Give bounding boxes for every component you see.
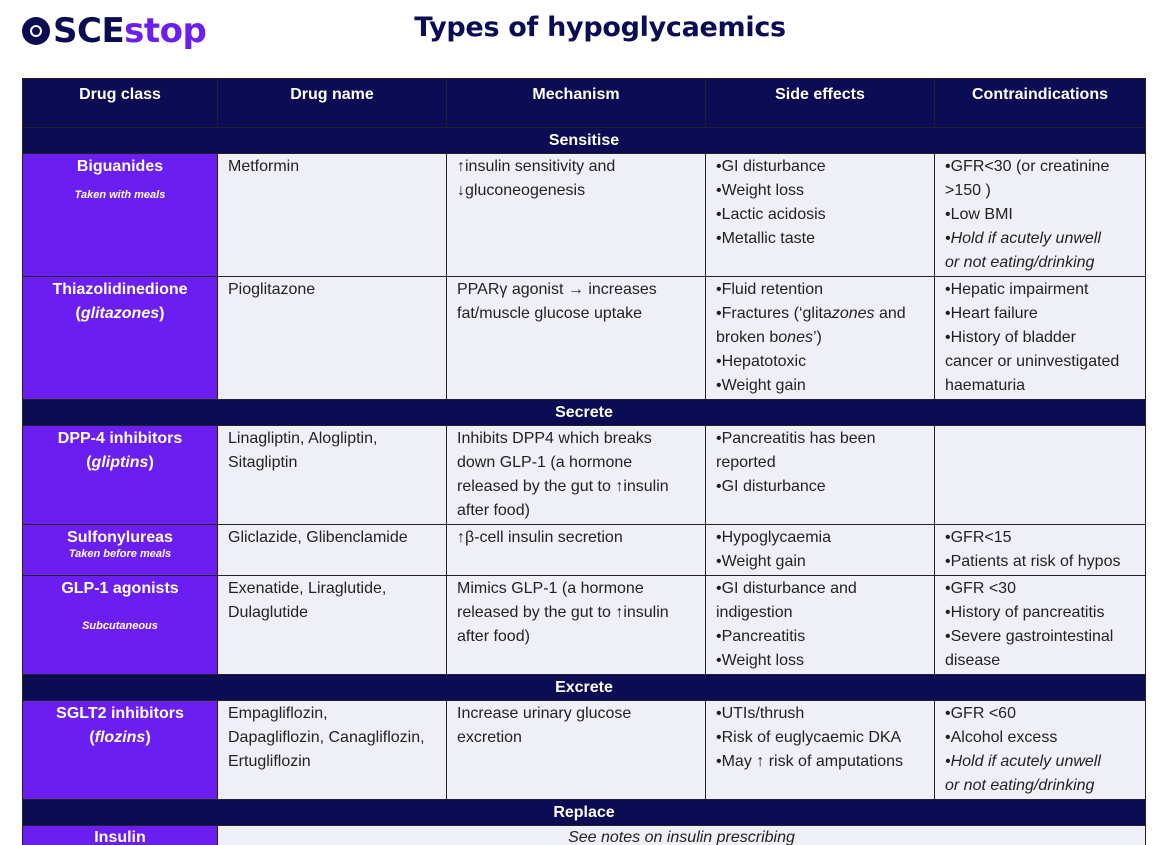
- header-contraindications: Contraindications: [935, 79, 1146, 128]
- side-effect-item: reported: [716, 454, 776, 471]
- side-effect-item: •Weight gain: [716, 553, 806, 570]
- mechanism-cell: [447, 576, 706, 675]
- mechanism-line: excretion: [457, 729, 522, 746]
- table-row-thiazolidinedione: [23, 277, 1146, 400]
- contraindication-item: •Hold if acutely unwell: [945, 230, 1101, 247]
- contraindication-item: •Patients at risk of hypos: [945, 553, 1121, 570]
- drug-class-label: SGLT2 inhibitors: [56, 705, 184, 722]
- section-sensitise: Sensitise: [23, 128, 1146, 154]
- contraindication-item: •GFR <60: [945, 705, 1016, 722]
- contraindication-item: •GFR <30: [945, 580, 1016, 597]
- drug-class-note: Subcutaneous: [82, 620, 158, 632]
- contraindications-cell: [935, 426, 1146, 525]
- mechanism-line: after food): [457, 502, 530, 519]
- mechanism-line: released by the gut to ↑insulin: [457, 604, 669, 621]
- logo-o-icon: [22, 17, 50, 45]
- mechanism-line: after food): [457, 628, 530, 645]
- mechanism-line: Inhibits DPP4 which breaks: [457, 430, 652, 447]
- side-effects-cell: [706, 154, 935, 277]
- hypoglycaemics-table: [22, 78, 1146, 845]
- side-effect-item: •Weight loss: [716, 182, 805, 199]
- drug-class-label: GLP-1 agonists: [61, 580, 179, 597]
- drug-name-cell: Gliclazide, Glibenclamide: [218, 525, 447, 576]
- mechanism-cell: [447, 154, 706, 277]
- drug-class-cell: SGLT2 inhibitors (flozins): [23, 701, 218, 800]
- drug-class-note: Taken with meals: [74, 189, 166, 201]
- side-effect-item: •Fractures (‘glitazones and: [716, 305, 906, 322]
- side-effect-item: •Hepatotoxic: [716, 353, 807, 370]
- contraindication-item: or not eating/drinking: [945, 254, 1095, 271]
- side-effect-item: •Lactic acidosis: [716, 206, 826, 223]
- section-secrete: Secrete: [23, 400, 1146, 426]
- drug-class-label: Insulin: [94, 829, 146, 845]
- header-drug-name: Drug name: [218, 79, 447, 128]
- table-row-insulin: [23, 826, 1146, 845]
- table-row-sulfonylureas: [23, 525, 1146, 576]
- section-row-excrete: [23, 675, 1146, 701]
- contraindication-item: •GFR<30 (or creatinine: [945, 158, 1110, 175]
- side-effect-item: •GI disturbance and: [716, 580, 857, 597]
- side-effects-cell: [706, 576, 935, 675]
- drug-class-cell: [23, 576, 218, 675]
- side-effects-cell: [706, 525, 935, 576]
- logo-sce: SCE: [53, 11, 125, 51]
- mechanism-line: Mimics GLP-1 (a hormone: [457, 580, 644, 597]
- contraindication-item: •Hepatic impairment: [945, 281, 1089, 298]
- drug-class-label: Biguanides: [76, 158, 164, 175]
- contraindication-item: •GFR<15: [945, 529, 1012, 546]
- side-effect-item: •Weight gain: [716, 377, 806, 394]
- contraindication-item: •Severe gastrointestinal: [945, 628, 1114, 645]
- section-row-replace: [23, 800, 1146, 826]
- side-effects-cell: [706, 701, 935, 800]
- header-mechanism: Mechanism: [447, 79, 706, 128]
- drug-class-cell: DPP-4 inhibitors (gliptins): [23, 426, 218, 525]
- osce-stop-logo: [22, 10, 206, 52]
- contraindications-cell: [935, 277, 1146, 400]
- side-effect-item: •Pancreatitis: [716, 628, 806, 645]
- insulin-note: See notes on insulin prescribing: [218, 826, 1146, 845]
- mechanism-line: ↑insulin sensitivity and: [457, 158, 616, 175]
- section-excrete: Excrete: [23, 675, 1146, 701]
- contraindication-item: •Hold if acutely unwell: [945, 753, 1101, 770]
- mechanism-cell: [447, 277, 706, 400]
- table-row-biguanides: [23, 154, 1146, 277]
- drug-class-cell: Thiazolidinedione (glitazones): [23, 277, 218, 400]
- side-effect-item: •UTIs/thrush: [716, 705, 805, 722]
- drug-class-note: Taken before meals: [68, 548, 172, 560]
- header-row: [23, 79, 1146, 128]
- contraindication-item: or not eating/drinking: [945, 777, 1095, 794]
- contraindication-item: haematuria: [945, 377, 1026, 394]
- side-effect-item: •Hypoglycaemia: [716, 529, 831, 546]
- table-row-glp1: [23, 576, 1146, 675]
- mechanism-cell: [447, 701, 706, 800]
- drug-name-cell: Metformin: [218, 154, 447, 277]
- drug-class-sub: glitazones: [80, 305, 160, 322]
- mechanism-line: Increase urinary glucose: [457, 705, 632, 722]
- header-side-effects: Side effects: [706, 79, 935, 128]
- mechanism-cell: [447, 426, 706, 525]
- side-effect-item: •May ↑ risk of amputations: [716, 753, 903, 770]
- mechanism-line: PPARγ agonist → increases: [457, 281, 657, 298]
- contraindication-item: •Alcohol excess: [945, 729, 1058, 746]
- side-effects-cell: [706, 277, 935, 400]
- mechanism-cell: ↑β-cell insulin secretion: [447, 525, 706, 576]
- side-effect-item: •Pancreatitis has been: [716, 430, 876, 447]
- drug-class-cell: [23, 525, 218, 576]
- side-effect-item: broken bones’): [716, 329, 822, 346]
- side-effect-item: •Metallic taste: [716, 230, 815, 247]
- contraindication-item: >150 ): [945, 182, 991, 199]
- side-effect-item: •GI disturbance: [716, 158, 826, 175]
- contraindication-item: disease: [945, 652, 1001, 669]
- side-effect-item: •GI disturbance: [716, 478, 826, 495]
- mechanism-line: ↓gluconeogenesis: [457, 182, 586, 199]
- drug-class-label: Thiazolidinedione: [52, 281, 188, 298]
- drug-name-cell: Pioglitazone: [218, 277, 447, 400]
- drug-class-cell: [23, 826, 218, 845]
- table-row-sglt2: [23, 701, 1146, 800]
- header-drug-class: Drug class: [23, 79, 218, 128]
- mechanism-line: fat/muscle glucose uptake: [457, 305, 642, 322]
- mechanism-line: released by the gut to ↑insulin: [457, 478, 669, 495]
- contraindication-item: cancer or uninvestigated: [945, 353, 1120, 370]
- mechanism-line: down GLP-1 (a hormone: [457, 454, 633, 471]
- page-title: Types of hypoglycaemics: [414, 12, 786, 43]
- contraindications-cell: [935, 525, 1146, 576]
- drug-class-sub: gliptins: [91, 454, 149, 471]
- drug-class-sub: flozins: [94, 729, 146, 746]
- contraindication-item: •History of bladder: [945, 329, 1076, 346]
- drug-class-label: Sulfonylureas: [67, 529, 173, 546]
- contraindication-item: •Low BMI: [945, 206, 1013, 223]
- drug-class-cell: [23, 154, 218, 277]
- table-row-dpp4: [23, 426, 1146, 525]
- contraindications-cell: [935, 576, 1146, 675]
- contraindications-cell: [935, 154, 1146, 277]
- contraindication-item: •Heart failure: [945, 305, 1038, 322]
- contraindication-item: •History of pancreatitis: [945, 604, 1105, 621]
- side-effect-item: •Weight loss: [716, 652, 805, 669]
- drug-name-cell: Empagliflozin, Dapagliflozin, Canagliflozin, Ertugliflozin: [218, 701, 447, 800]
- side-effect-item: indigestion: [716, 604, 793, 621]
- contraindications-cell: [935, 701, 1146, 800]
- logo-stop: stop: [124, 11, 207, 51]
- drug-name-cell: Exenatide, Liraglutide, Dulaglutide: [218, 576, 447, 675]
- side-effects-cell: [706, 426, 935, 525]
- side-effect-item: •Risk of euglycaemic DKA: [716, 729, 902, 746]
- drug-name-cell: Linagliptin, Alogliptin, Sitagliptin: [218, 426, 447, 525]
- section-row-secrete: [23, 400, 1146, 426]
- section-replace: Replace: [23, 800, 1146, 826]
- side-effect-item: •Fluid retention: [716, 281, 823, 298]
- section-row-sensitise: [23, 128, 1146, 154]
- drug-class-label: DPP-4 inhibitors: [57, 430, 183, 447]
